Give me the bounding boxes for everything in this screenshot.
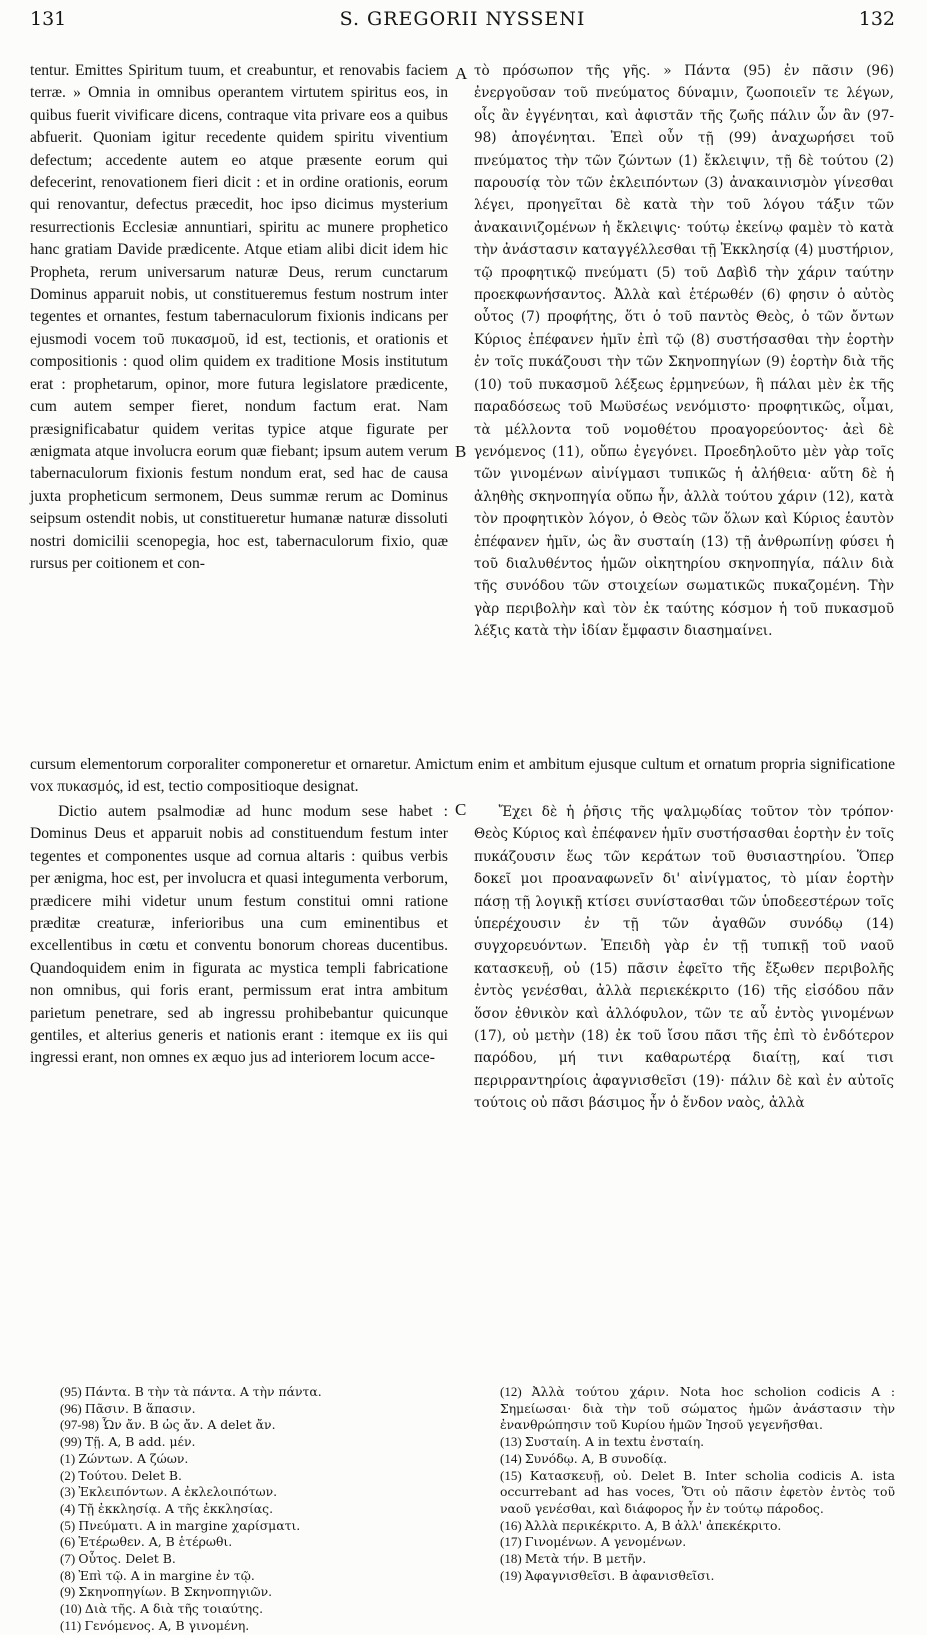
footnote-text: Γενόμενος. A, B γινομένη. [84, 1617, 250, 1633]
latin-full-text: cursum elementorum corporaliter componeretur et ornaretur. Amictum enim et ambitum ejusque cultum et ornatum propria significatione vox πυκασμός, id est, tectio compositioque designat. [30, 756, 895, 796]
footnote [500, 1468, 895, 1518]
greek-column-bottom [474, 801, 894, 1115]
footnote [60, 1534, 440, 1551]
footnote [60, 1468, 440, 1485]
footnote-text: Κατασκευῇ, οὐ. Delet B. Inter scholia codicis A. ista occurrebant ad has voces, Ὅτι οὐ πᾶσιν ἐφετὸν ἐντὸς τοῦ ναοῦ γενέσθαι, καὶ διάφορος ἦν ἐν τούτῳ πάροδος. [500, 1467, 895, 1516]
footnote-text: Τῇ ἐκκλησίᾳ. A τῆς ἐκκλησίας. [78, 1500, 274, 1516]
footnote [60, 1434, 440, 1451]
section-marker-c: C [455, 800, 467, 819]
footnote [500, 1551, 895, 1568]
footnote [500, 1518, 895, 1535]
footnote [500, 1568, 895, 1585]
footnote-number: (11) [60, 1617, 85, 1633]
footnote-text: Συνόδῳ. A, B συνοδίᾳ. [524, 1450, 668, 1466]
footnote-number: (7) [60, 1551, 79, 1567]
footnote-number: (18) [500, 1551, 525, 1567]
footnote [60, 1618, 440, 1635]
footnote [500, 1451, 895, 1468]
footnote-text: Σκηνοπηγίων. B Σκηνοπηγιῶν. [78, 1584, 273, 1600]
footnotes-left [60, 1384, 440, 1635]
footnote [60, 1401, 440, 1418]
running-title: S. GREGORII NYSSENI [339, 8, 586, 30]
footnote [60, 1568, 440, 1585]
footnote-number: (2) [60, 1467, 79, 1483]
footnote [500, 1384, 895, 1434]
footnote [60, 1518, 440, 1535]
footnote-number: (5) [60, 1517, 79, 1533]
latin-full-width-paragraph [30, 754, 895, 799]
footnote [60, 1384, 440, 1401]
footnote-text: Ὧν ἄν. B ὡς ἄν. A delet ἄν. [102, 1417, 276, 1433]
page-number-right: 132 [858, 8, 895, 30]
latin-paragraph: tentur. Emittes Spiritum tuum, et creabuntur, et renovabis faciem terræ. » Omnia in omnibus operantem virtutem spiritus eos, in quibus fuerit vivificare dicens, contraque vita privare eos a quibus abfuerit. Quoniam igitur recedente quidem spiritu viventium defectum; accedente autem eo atque præsente eorum qui defecerint, renovationem fieri dicit : et in ordine orationis, eorum qui renovantur, defectus præcedit, hoc ipso dicimus mysterium resurrectionis Ecclesiæ annuntiari, spiritu ac munere prophetico hanc gratiam Davide prædicente. Atque etiam alibi dicit idem hic Propheta, rerum universarum naturæ Deus, rerum cunctarum Dominus apparuit nobis, ut constitueremus festum nostrum inter tegentes et ornantes, festum tabernaculorum fixionis indicans per ejusmodi vocem τοῦ πυκασμοῦ, id est, tectionis, et orationis et compositionis : quod olim quidem ex traditione Mosis institutum erat : prophetarum, opinor, more futura legislatore prædicente, cum autem semper fieret, nondum factum erat. Nam præsignificabatur quidem veritas typice atque figurate per ænigmata atque involucra eorum quæ fiebant; ipsum autem verum tabernaculorum fixionis festum nondum erat, sed hac de causa juxta propheticum sermonem, Deus summæ rerum ac Dominus seipsum ostendit nobis, ut constitueretur humanæ naturæ dissoluti nostri domicilii scenopegia, hoc est, tabernaculorum fixio, quæ rursus per coitionem et con- [30, 62, 448, 572]
footnote-text: Ἀφαγνισθεῖσι. B ἀφανισθεῖσι. [524, 1567, 715, 1583]
footnote [60, 1451, 440, 1468]
footnote-number: (1) [60, 1450, 79, 1466]
latin-column-top [30, 60, 448, 575]
greek-paragraph: τὸ πρόσωπον τῆς γῆς. » Πάντα (95) ἐν πᾶσιν (96) ἐνεργοῦσαν τοῦ πνεύματος δύναμιν, ζωοποιεῖν τε λέγων, οἷς ἂν ἐγγένηται, καὶ ἀφιστᾶν τῆς ζωῆς πάλιν ὧν ἂν (97-98) ἀπογένηται. Ἐπεὶ οὖν τῇ (99) ἀναχωρήσει τοῦ πνεύματος τὴν τῶν ζώντων (1) ἔκλειψιν, τῇ δὲ τούτου (2) παρουσίᾳ τὸν τῶν ἐκλειπόντων (3) ἀνακαινισμὸν γίνεσθαι λέγει, προηγεῖται δὲ κατὰ τὴν τοῦ λόγου τάξιν τῶν ἀνακαινιζομένων ἡ ἔκλειψις· τούτῳ ἐκείνῳ φαμὲν τὸ κατὰ τὴν ἀνάστασιν καταγγέλλεσθαι τῇ Ἐκκλησίᾳ (4) μυστήριον, τῷ προφητικῷ πνεύματι (5) τοῦ Δαβὶδ τὴν χάριν ταύτην προεκφωνήσαντος. Ἀλλὰ καὶ ἑτέρωθέν (6) φησιν ὁ αὐτὸς οὗτος (7) προφήτης, ὅτι ὁ τοῦ παντὸς Θεὸς, ὁ τῶν ὄντων Κύριος ἐπέφανεν ἡμῖν ἐπὶ τῷ (8) συστήσασθαι τὴν ἑορτὴν ἐν τοῖς πυκάζουσι τὴν τῶν Σκηνοπηγίων (9) ἑορτὴν διὰ τῆς (10) τοῦ πυκασμοῦ λέξεως ἑρμηνεύων, ἣ πάλαι μὲν ἐκ τῆς παραδόσεως τοῦ Μωϋσέως νενόμιστο· προφητικῶς, οἶμαι, τὰ μέλλοντα τοῦ νομοθέτου προαγορεύοντος· ἀεὶ δὲ γενόμενος (11), οὔπω ἐγεγόνει. Προεδηλοῦτο μὲν γὰρ τοῖς τῶν γινομένων αἰνίγμασι τυπικῶς ἡ ἀλήθεια· αὕτη δὲ ἡ ἀληθὴς σκηνοπηγία οὔπω ἦν, ἀλλὰ τούτου χάριν (12), κατὰ τὸν προφητικὸν λόγον, ὁ Θεὸς τῶν ὅλων καὶ Κύριος ἑαυτὸν ἐπέφανεν ἡμῖν, ὡς ἂν συσταίη (13) τῇ ἀνθρωπίνῃ φύσει ἡ τοῦ διαλυθέντος ἡμῶν οἰκητηρίου σκηνοπηγία, πάλιν διὰ τῆς συνόδου τῶν στοιχείων σωματικῶς πυκαζομένη. Τὴν γὰρ περιβολὴν καὶ τὸν ἐκ ταύτης κόσμον ἡ τοῦ πυκασμοῦ λέξις κατὰ τὴν ἰδίαν ἔμφασιν διασημαίνει. [474, 63, 894, 640]
footnote-text: Οὗτος. Delet B. [78, 1551, 176, 1567]
latin-paragraph-psalm: Dictio autem psalmodiæ ad hunc modum sese habet : Dominus Deus et apparuit nobis ad constituendum festum inter tegentes et componentes usque ad cornua altaris : quibus verbis per ænigma, hoc est, per involucra et quasi integumenta verborum, prædicere mihi videtur unum festum constitui omni ratione præditæ creaturæ, inferioribus una cum eminentibus et excellentibus in cœtu et conventu bonorum choreas ducentibus. Quandoquidem enim in figurata ac mystica templi fabricatione non omnibus, qui foris erant, permissum erat intra ambitum parietum penetrare, sed ab ingressu prohibebantur quicunque gentiles, et alterius generis et nationis erant : itemque ex iis qui ingressi erant, non omnes ex æquo jus ad interiorem locum acce- [30, 803, 448, 1067]
footnote-text: Πνεύματι. A in margine χαρίσματι. [78, 1517, 301, 1533]
footnote-text: Πάντα. B τὴν τὰ πάντα. A τὴν πάντα. [84, 1384, 322, 1399]
section-marker-a: A [455, 64, 468, 83]
footnote-number: (16) [500, 1517, 525, 1533]
footnote-number: (19) [500, 1567, 525, 1583]
footnote [60, 1417, 440, 1434]
footnote [60, 1501, 440, 1518]
greek-paragraph-psalm: Ἔχει δὲ ἡ ῥῆσις τῆς ψαλμῳδίας τοῦτον τὸν τρόπον· Θεὸς Κύριος καὶ ἐπέφανεν ἡμῖν συστήσασθαι ἑορτὴν ἐν τοῖς πυκάζουσιν ἕως τῶν κεράτων τοῦ θυσιαστηρίου. Ὅπερ δοκεῖ μοι προαναφωνεῖν δι' αἰνίγματος, τὸ μίαν ἑορτὴν πάσῃ τῇ λογικῇ κτίσει συνίστασθαι τῶν ὑποδεεστέρων τοῖς ὑπερέχουσιν ἐν τῇ τῶν ἀγαθῶν συνόδῳ (14) συγχορευόντων. Ἐπειδὴ γὰρ ἐν τῇ τυπικῇ τοῦ ναοῦ κατασκευῇ, οὐ (15) πᾶσιν ἐφεῖτο τῆς ἔξωθεν περιβολῆς ἐντὸς γενέσθαι, ἀλλὰ περιεκέκριτο (16) τῆς εἰσόδου πᾶν ὅσον ἐθνικὸν καὶ ἀλλόφυλον, τῶν τε αὖ ἐντὸς γινομένων (17), οὐ μετὴν (18) ἐκ τοῦ ἴσου πᾶσι τῆς ἐπὶ τὸ ἐνδότερον παρόδου, μή τινι καθαρωτέρᾳ διαίτῃ, καί τισι περιρραντηρίοις ἀφαγνισθεῖσι (19)· πάλιν δὲ καὶ ἐν αὐτοῖς τούτοις οὐ πᾶσι βάσιμος ἦν ὁ ἔνδον ναὸς, ἀλλὰ [474, 804, 894, 1112]
footnotes-right [500, 1384, 895, 1584]
footnote-number: (3) [60, 1484, 79, 1500]
footnote-text: Γινομένων. A γενομένων. [524, 1534, 687, 1550]
footnote-text: Τῇ. A, B add. μέν. [84, 1434, 196, 1450]
page-number-left: 131 [30, 8, 67, 30]
footnote-number: (8) [60, 1567, 79, 1583]
footnote-text: Τούτου. Delet B. [78, 1467, 182, 1483]
footnote-number: (95) [60, 1384, 85, 1399]
footnote [500, 1534, 895, 1551]
footnote-number: (6) [60, 1534, 79, 1550]
footnote-number: (99) [60, 1434, 85, 1450]
footnote-text: Ζώντων. A ζώων. [78, 1450, 189, 1466]
greek-column-top [474, 60, 894, 643]
footnote [60, 1584, 440, 1601]
footnote-text: Μετὰ τήν. B μετῆν. [524, 1551, 647, 1567]
footnote-text: Ἐπὶ τῷ. A in margine ἐν τῷ. [78, 1567, 255, 1583]
footnote [500, 1434, 895, 1451]
footnote-text: Συσταίη. A in textu ἐνσταίη. [524, 1434, 705, 1450]
footnote-number: (96) [60, 1400, 85, 1416]
footnote-number: (14) [500, 1450, 525, 1466]
footnote-number: (17) [500, 1534, 525, 1550]
latin-column-bottom [30, 801, 448, 1070]
footnote-number: (15) [500, 1467, 530, 1483]
footnote-number: (10) [60, 1601, 85, 1617]
footnote [60, 1601, 440, 1618]
footnote [60, 1484, 440, 1501]
footnote-text: Πᾶσιν. B ἅπασιν. [84, 1400, 196, 1416]
footnote-text: Ἀλλὰ περικέκριτο. A, B ἀλλ' ἀπεκέκριτο. [524, 1517, 782, 1533]
footnote-text: Ἑτέρωθεν. A, B ἑτέρωθι. [78, 1534, 233, 1550]
footnote-number: (9) [60, 1584, 79, 1600]
section-marker-b: B [455, 442, 467, 461]
running-header [30, 8, 895, 34]
footnote-number: (97-98) [60, 1417, 103, 1433]
footnote [60, 1551, 440, 1568]
footnote-text: Ἀλλὰ τούτου χάριν. Nota hoc scholion codicis A : Σημείωσαι· διὰ τὴν τοῦ σώματος ἡμῶν ἀνάστασιν τὴν ἐνανθρώπησιν τοῦ Κυρίου ἡμῶν Ἰησοῦ γεγενῆσθαι. [500, 1384, 895, 1433]
footnote-number: (4) [60, 1500, 79, 1516]
footnote-number: (13) [500, 1434, 525, 1450]
footnote-text: Διὰ τῆς. A διὰ τῆς τοιαύτης. [84, 1601, 264, 1617]
footnote-text: Ἐκλειπόντων. A ἐκλελοιπότων. [78, 1484, 278, 1500]
footnote-number: (12) [500, 1384, 532, 1399]
